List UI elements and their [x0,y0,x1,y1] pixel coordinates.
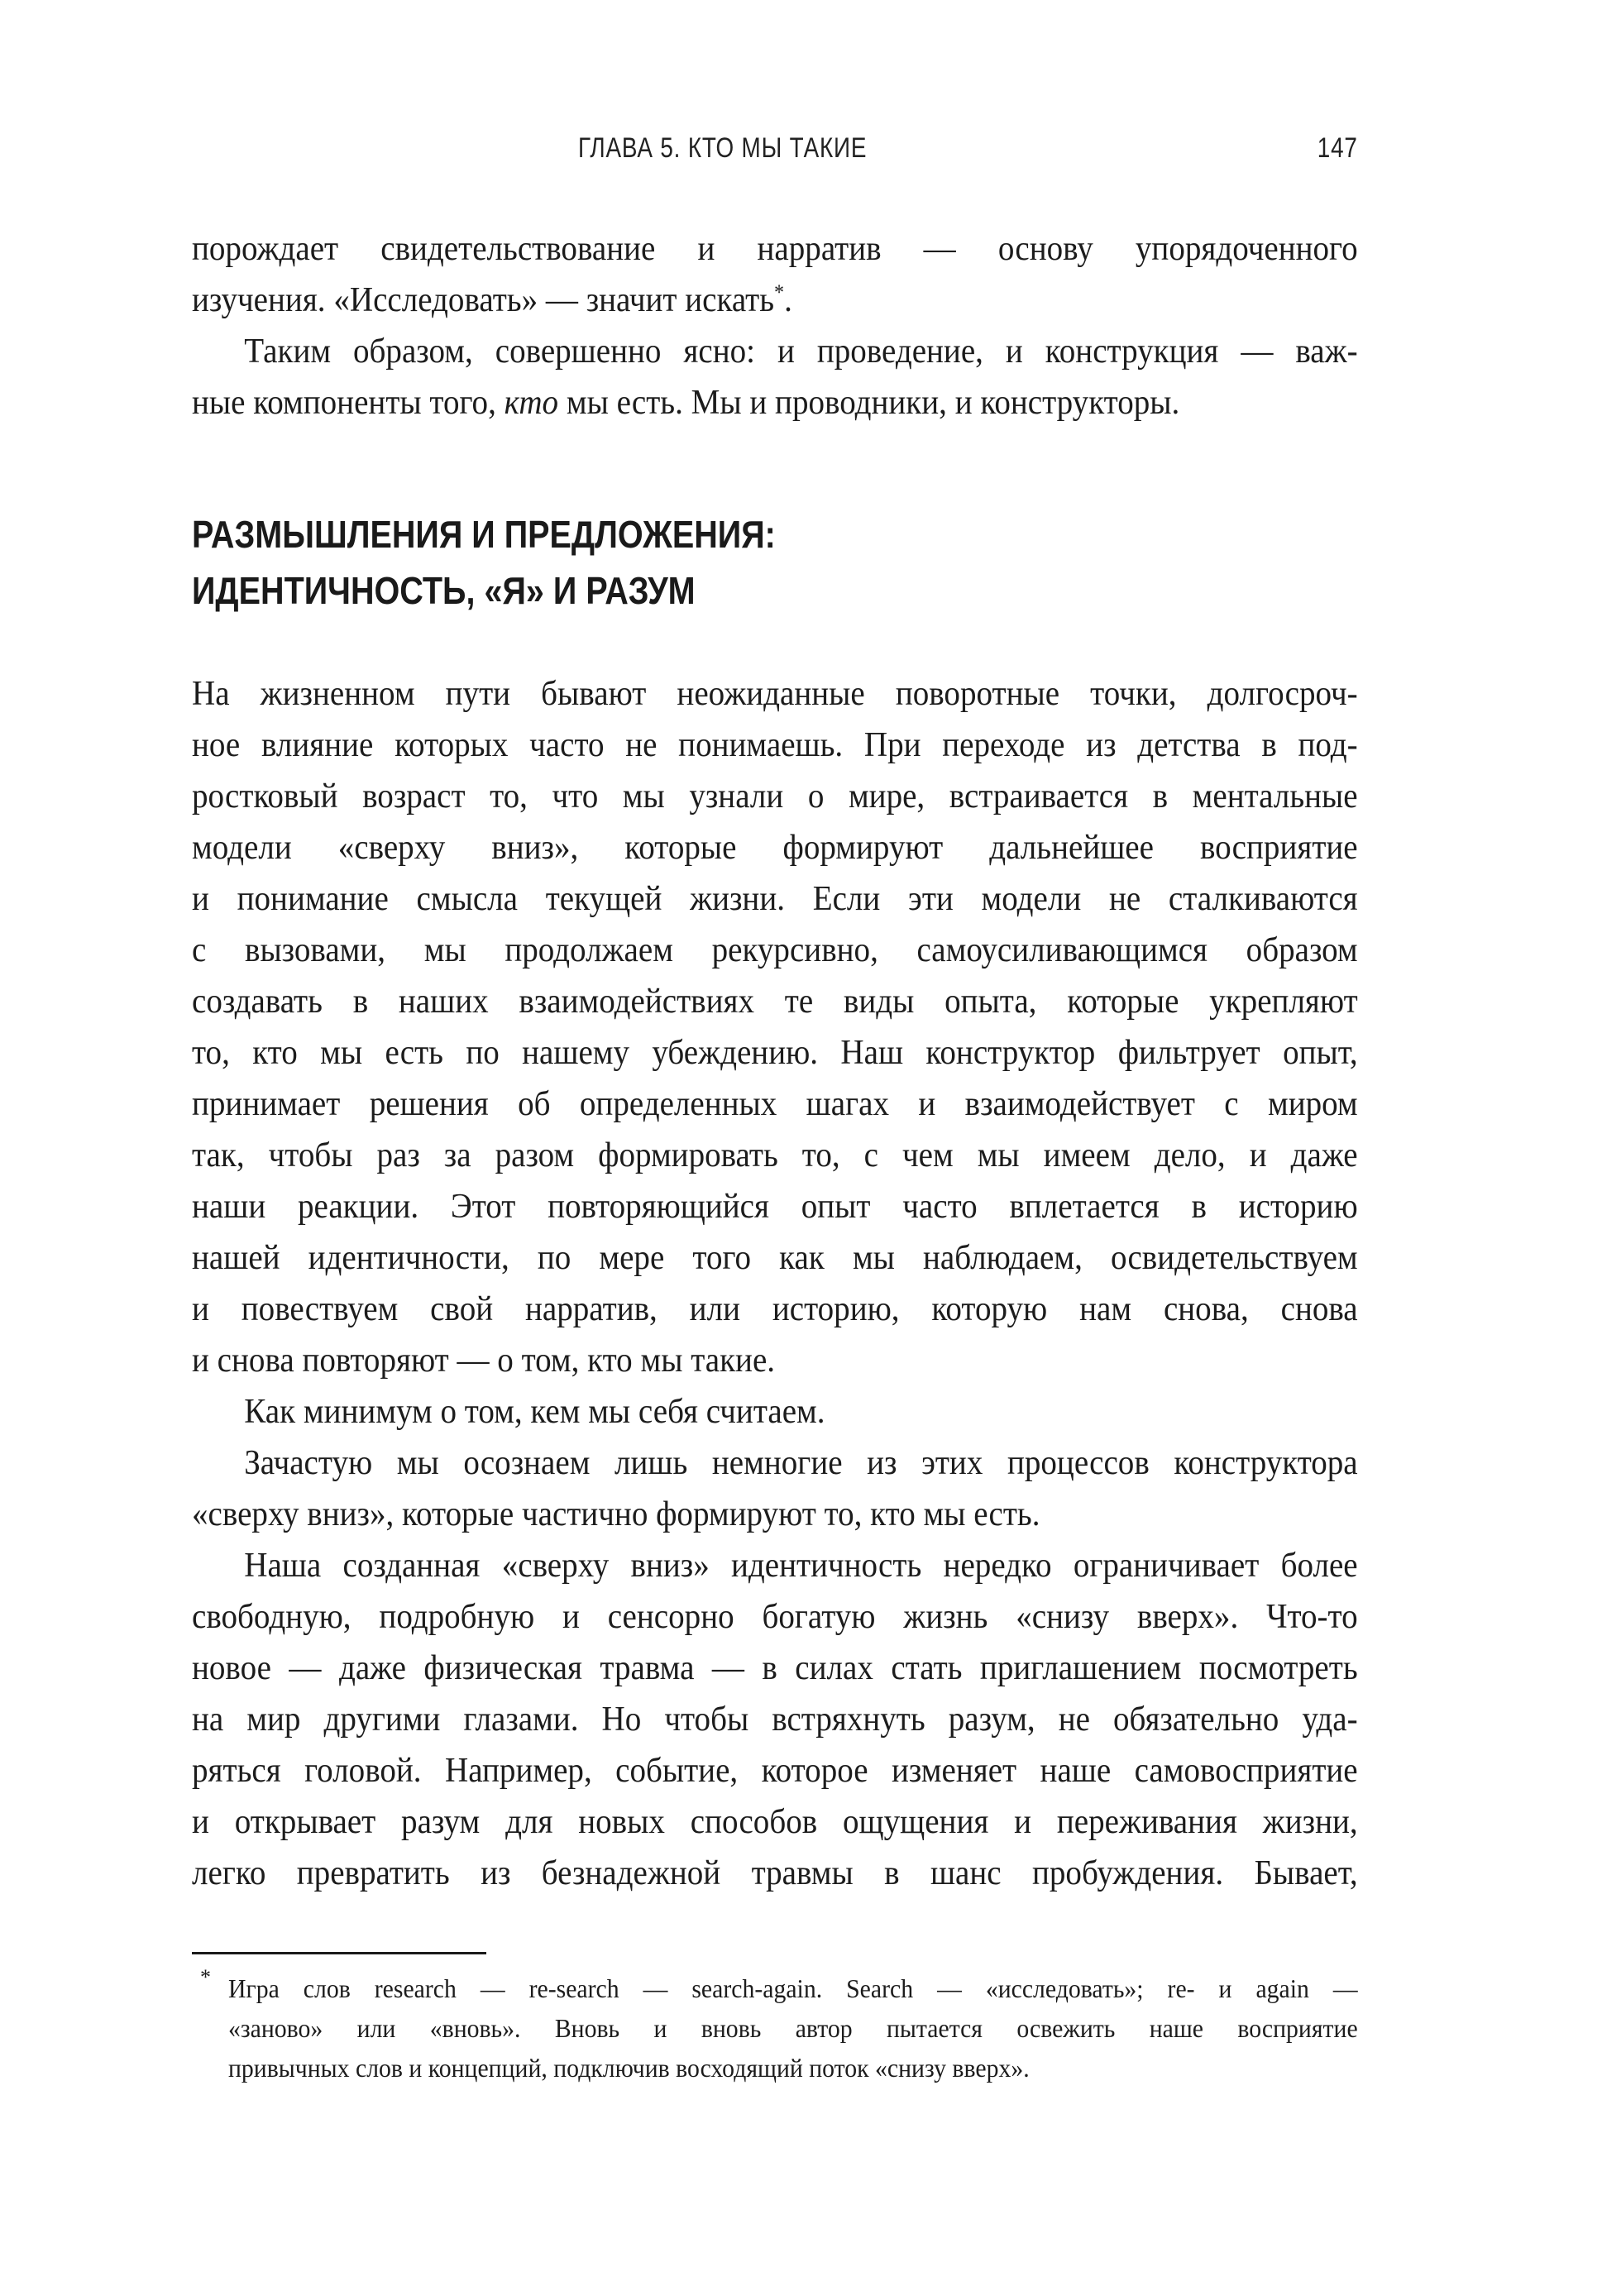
text-line: ное влияние которых часто не понимаешь. При переходе из детства в под- [192,726,1358,764]
text-line: ростковый возраст то, что мы узнали о мире, встраивается в ментальные [192,777,1358,816]
text-line: Как минимум о том, кем мы себя считаем. [244,1393,825,1431]
footnote-marker: * [200,1965,211,1989]
section-text [192,668,1358,1899]
footnote-line: «заново» или «вновь». Вновь и вновь автор пытается освежить наше восприятие [228,2013,1358,2043]
text-line: на мир другими глазами. Но чтобы встряхнуть разум, не обязательно уда- [192,1700,1358,1739]
text-line: свободную, подробную и сенсорно богатую жизнь «снизу вверх». Что-то [192,1598,1358,1636]
text-line: нашей идентичности, по мере того как мы наблюдаем, освидетельствуем [192,1239,1358,1277]
footnote-line: Игра слов research — re-search — search-again. Search — «исследовать»; re- и again — [228,1973,1358,2003]
text-line: Таким образом, совершенно ясно: и проведение, и конструкция — важ- [244,332,1358,371]
footnote [200,1965,1358,2088]
text-line: с вызовами, мы продолжаем рекурсивно, самоусиливающимся образом [192,931,1358,969]
text-run: мы есть. Мы и проводники, и конструкторы. [558,384,1180,422]
text-line: ряться головой. Например, событие, которое изменяет наше самовосприятие [192,1752,1358,1790]
text-line: так, чтобы раз за разом формировать то, с чем мы имеем дело, и даже [192,1136,1358,1174]
section-heading-line: РАЗМЫШЛЕНИЯ И ПРЕДЛОЖЕНИЯ: [192,513,776,556]
text-line: Зачастую мы осознаем лишь немногие из этих процессов конструктора [244,1444,1358,1482]
text-line: Наша созданная «сверху вниз» идентичность нередко ограничивает более [244,1547,1358,1585]
section-heading [192,506,871,619]
text-run: ные компоненты того, [192,384,505,422]
running-head [192,132,1358,174]
text-line: и понимание смысла текущей жизни. Если эти модели не сталкиваются [192,880,1358,918]
text-line: то, кто мы есть по нашему убеждению. Наш конструктор фильтрует опыт, [192,1034,1358,1072]
paragraph [192,326,1358,428]
text-line [192,275,1358,326]
text-line: создавать в наших взаимодействиях те виды опыта, которые укрепляют [192,983,1358,1021]
footnote-reference[interactable]: * [774,280,785,304]
text-line: «сверху вниз», которые частично формируют то, кто мы есть. [192,1495,1040,1533]
text-run: изучения. «Исследовать» — значит искать [192,281,775,319]
text-line: новое — даже физическая травма — в силах стать приглашением посмотреть [192,1649,1358,1687]
section-heading-line: ИДЕНТИЧНОСТЬ, «Я» И РАЗУМ [192,569,696,612]
text-line: порождает свидетельствование и нарратив — основу упорядоченного [192,230,1358,268]
text-line: модели «сверху вниз», которые формируют дальнейшее восприятие [192,829,1358,867]
paragraph [192,223,1358,326]
text-line: На жизненном пути бывают неожиданные поворотные точки, долгосроч- [192,675,1358,713]
text-line: легко превратить из безнадежной травмы в шанс пробуждения. Бывает, [192,1854,1358,1892]
text-line: и повествуем свой нарратив, или историю, которую нам снова, снова [192,1290,1358,1328]
text-line: принимает решения об определенных шагах и взаимодействует с миром [192,1085,1358,1123]
page-number: 147 [1317,132,1358,164]
text-line: наши реакции. Этот повторяющийся опыт часто вплетается в историю [192,1188,1358,1226]
paragraph [192,668,1358,1386]
intro-text [192,223,1358,428]
paragraph [192,1437,1358,1540]
paragraph [192,1540,1358,1899]
text-line [192,377,1358,428]
footnote-body [228,1968,1358,2088]
text-line: и открывает разум для новых способов ощущения и переживания жизни, [192,1803,1358,1841]
footnote-line: привычных слов и концепций, подключив восходящий поток «снизу вверх». [228,2053,1030,2083]
chapter-title: ГЛАВА 5. КТО МЫ ТАКИЕ [578,132,868,164]
text-run: . [784,281,792,319]
emphasis: кто [504,384,559,422]
paragraph [192,1386,1358,1437]
footnote-divider [192,1952,486,1954]
text-line: и снова повторяют — о том, кто мы такие. [192,1342,776,1380]
